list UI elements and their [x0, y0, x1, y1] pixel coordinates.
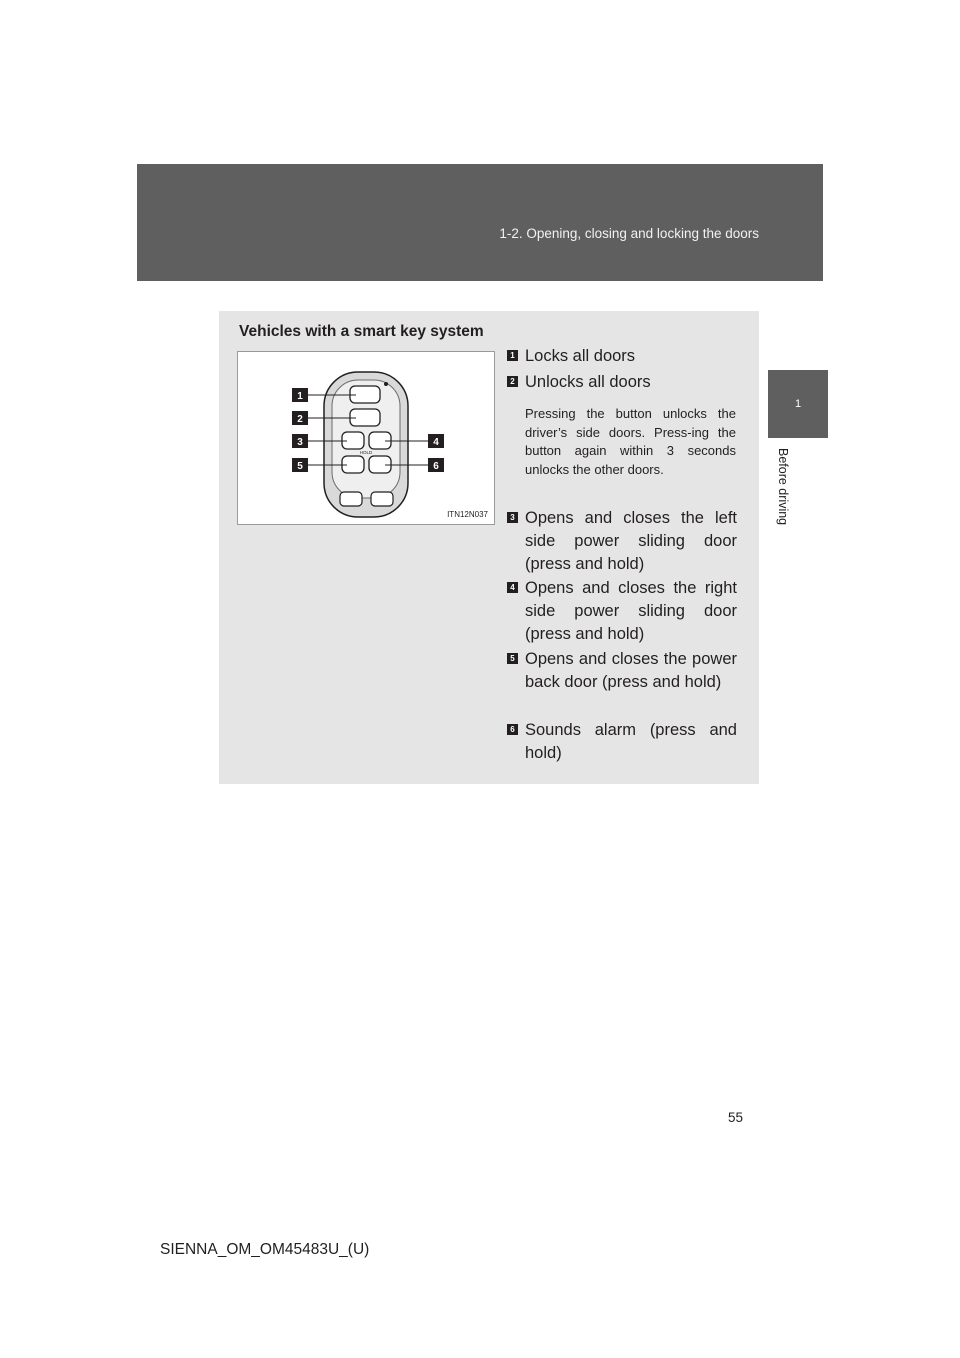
figure-code: ITN12N037 — [447, 510, 488, 519]
panel-title: Vehicles with a smart key system — [239, 323, 484, 340]
smart-key-figure — [237, 351, 495, 525]
item-unlock-all — [507, 371, 737, 394]
key-fob-illustration — [238, 352, 494, 524]
item-marker: 4 — [507, 582, 518, 593]
header-band — [137, 164, 823, 281]
item-text: Opens and closes the power back door (press and hold) — [525, 650, 737, 691]
smart-key-panel — [219, 311, 759, 784]
item-marker: 5 — [507, 653, 518, 664]
section-title: 1-2. Opening, closing and locking the doors — [499, 226, 759, 241]
chapter-number: 1 — [794, 398, 802, 410]
callout-4: 4 — [433, 437, 439, 448]
item-lock-all — [507, 345, 737, 368]
chapter-label: Before driving — [776, 448, 790, 526]
svg-text:HOLD: HOLD — [359, 450, 373, 455]
item-marker: 2 — [507, 376, 518, 387]
chapter-tab — [768, 370, 828, 438]
callout-6: 6 — [433, 461, 439, 472]
document-code: SIENNA_OM_OM45483U_(U) — [160, 1241, 370, 1258]
item-text: Sounds alarm (press and hold) — [525, 721, 737, 762]
unlock-note: Pressing the button unlocks the driver’s side doors. Press-ing the button again within 3 seconds unlocks the other doors. — [525, 406, 736, 477]
item-right-sliding-door — [507, 577, 737, 646]
item-marker: 6 — [507, 724, 518, 735]
callout-3: 3 — [297, 437, 303, 448]
item-back-door — [507, 648, 737, 694]
callout-5: 5 — [297, 461, 303, 472]
item-text: Locks all doors — [525, 347, 636, 365]
item-text: Opens and closes the left side power sliding door (press and hold) — [525, 509, 737, 573]
callout-2: 2 — [297, 414, 303, 425]
item-text: Opens and closes the right side power sliding door (press and hold) — [525, 579, 737, 643]
item-left-sliding-door — [507, 507, 737, 576]
item-text: Unlocks all doors — [525, 373, 651, 391]
item-marker: 3 — [507, 512, 518, 523]
item-marker: 1 — [507, 350, 518, 361]
page-number: 55 — [728, 1110, 744, 1125]
item-alarm — [507, 719, 737, 765]
callout-1: 1 — [297, 391, 303, 402]
